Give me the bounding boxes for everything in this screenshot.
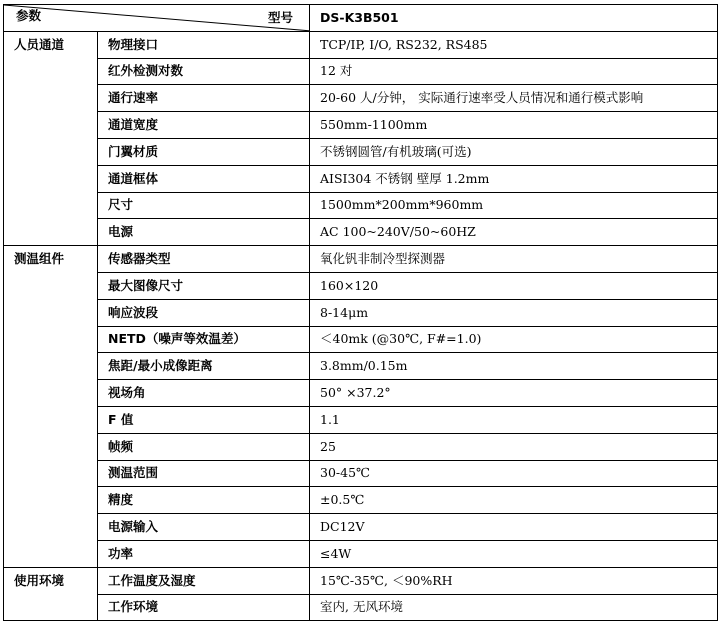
param-value-cell: 室内, 无风环境 [310,594,718,621]
param-value-cell: DC12V [310,514,718,541]
param-name-cell: 视场角 [98,380,310,407]
param-name-cell: 通行速率 [98,85,310,112]
table-row [4,353,718,380]
table-row [4,433,718,460]
param-name-cell: 最大图像尺寸 [98,272,310,299]
param-value-cell: TCP/IP, I/O, RS232, RS485 [310,31,718,58]
param-value-cell: 12 对 [310,58,718,85]
header-row [4,5,718,32]
param-value-cell: 550mm-1100mm [310,112,718,139]
param-value-cell: 25 [310,433,718,460]
param-name-cell: 工作环境 [98,594,310,621]
group-label: 使用环境 [4,567,98,621]
group-label: 测温组件 [4,246,98,568]
table-row [4,192,718,219]
param-value-cell: 氧化钒非制冷型探测器 [310,246,718,273]
table-row [4,380,718,407]
table-row [4,138,718,165]
model-value: DS-K3B501 [310,5,718,32]
param-name-cell: 尺寸 [98,192,310,219]
param-name-cell: 传感器类型 [98,246,310,273]
param-name-cell: 通道框体 [98,165,310,192]
param-name-cell: 红外检测对数 [98,58,310,85]
param-name-cell: 焦距/最小成像距离 [98,353,310,380]
table-row [4,31,718,58]
param-name-cell: 工作温度及湿度 [98,567,310,594]
param-header-label: 参数 [16,8,42,23]
param-name-cell: 电源 [98,219,310,246]
table-row [4,246,718,273]
param-value-cell: 15℃-35℃, ＜90%RH [310,567,718,594]
group-label: 人员通道 [4,31,98,245]
table-row [4,514,718,541]
param-value-cell: ±0.5℃ [310,487,718,514]
header-corner-cell [4,5,310,32]
table-row [4,219,718,246]
param-name-cell: NETD（噪声等效温差） [98,326,310,353]
table-row [4,326,718,353]
param-name-cell: 响应波段 [98,299,310,326]
param-name-cell: 通道宽度 [98,112,310,139]
param-name-cell: 门翼材质 [98,138,310,165]
param-value-cell: 30-45℃ [310,460,718,487]
param-name-cell: 电源输入 [98,514,310,541]
param-value-cell: ≤4W [310,540,718,567]
param-name-cell: F 值 [98,406,310,433]
table-row [4,112,718,139]
table-row [4,540,718,567]
table-row [4,487,718,514]
table-row [4,58,718,85]
diagonal-divider [4,5,309,31]
param-value-cell: AISI304 不锈钢 壁厚 1.2mm [310,165,718,192]
param-value-cell: 3.8mm/0.15m [310,353,718,380]
table-row [4,594,718,621]
param-value-cell: 1500mm*200mm*960mm [310,192,718,219]
model-header-label: 型号 [267,10,293,25]
param-value-cell: 20-60 人/分钟， 实际通行速率受人员情况和通行模式影响 [310,85,718,112]
param-name-cell: 功率 [98,540,310,567]
param-value-cell: 不锈钢圆管/有机玻璃(可选) [310,138,718,165]
table-row [4,85,718,112]
table-row [4,272,718,299]
param-value-cell: 50° ×37.2° [310,380,718,407]
param-value-cell: 1.1 [310,406,718,433]
param-value-cell: ＜40mk (@30℃, F#=1.0) [310,326,718,353]
param-name-cell: 帧频 [98,433,310,460]
table-row [4,165,718,192]
table-row [4,406,718,433]
table-row [4,567,718,594]
table-row [4,299,718,326]
param-value-cell: AC 100~240V/50~60HZ [310,219,718,246]
param-value-cell: 160×120 [310,272,718,299]
param-name-cell: 精度 [98,487,310,514]
table-row [4,460,718,487]
spec-table [3,4,718,621]
param-name-cell: 物理接口 [98,31,310,58]
spec-table-body [4,5,718,621]
param-name-cell: 测温范围 [98,460,310,487]
param-value-cell: 8-14μm [310,299,718,326]
